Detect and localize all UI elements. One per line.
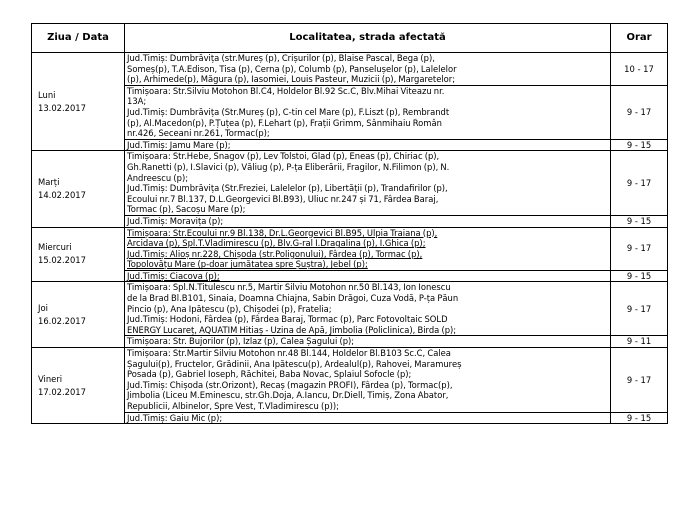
time-cell: 9 - 17 (611, 85, 668, 139)
location-cell (125, 412, 611, 424)
time-cell: 9 - 11 (611, 336, 668, 348)
table-row (32, 282, 668, 336)
table-row (32, 412, 668, 424)
location-line: Timișoara: Str.Martir Silviu Motohon nr.48 Bl.144, Holdelor Bl.B103 Sc.C, Calea (127, 348, 451, 359)
location-line: Tormac (p), Sacoșu Mare (p); (127, 204, 246, 215)
location-cell (125, 336, 611, 348)
location-cell (125, 85, 611, 139)
day-date: 16.02.2017 (38, 315, 86, 326)
time-cell: 9 - 15 (611, 270, 668, 282)
location-cell (125, 282, 611, 336)
location-line: Jud.Timiș: Ciacova (p); (127, 270, 220, 281)
location-line: Republicii, Albinelor, Spre Vest, T.Vladimirescu (p)); (127, 401, 339, 411)
time-cell: 9 - 15 (611, 215, 668, 227)
location-cell (125, 53, 611, 86)
location-line: Timișoara: Spl.N.Titulescu nr.5, Martir Silviu Motohon nr.50 Bl.143, Ion Ionescu (127, 282, 451, 293)
location-line: Jud.Timiș: Dumbrăvița (Str.Freziei, Lalelelor (p), Libertății (p), Trandafirilor (p), (127, 183, 448, 194)
location-line: Andreescu (p); (127, 172, 189, 183)
table-row (32, 336, 668, 348)
time-cell: 9 - 17 (611, 151, 668, 216)
location-line: Jud.Timiș: Moravița (p); (127, 215, 224, 226)
table-header-row (32, 24, 668, 53)
header-time: Orar (611, 24, 668, 53)
day-cell (32, 227, 125, 282)
day-cell (32, 53, 125, 151)
table-row (32, 139, 668, 151)
location-line: de la Brad Bl.B101, Sinaia, Doamna Chiajna, Sabin Drăgoi, Cuza Vodă, P-ța Păun (127, 293, 459, 304)
location-line: Timișoara: Str.Silviu Motohon Bl.C4, Holdelor Bl.92 Sc.C, Blv.Mihai Viteazu nr. (127, 85, 445, 96)
table-row (32, 215, 668, 227)
location-line: Jud.Timiș: Jamu Mare (p); (127, 139, 231, 150)
location-line: (p), Arhimede(p), Măgura (p), Iasomiei, Louis Pasteur, Muzicii (p), Margaretelor; (127, 74, 456, 85)
location-line: (p), Al.Macedon(p), P.Țuțea (p), F.Lehart (p), Frații Grimm, Sânmihaiu Român (127, 117, 442, 128)
location-line: Jud.Timiș: Alioș nr.228, Chișoda (str.Poligonului), Fârdea (p), Tormac (p), (127, 248, 423, 259)
header-location: Localitatea, strada afectată (125, 24, 611, 53)
location-cell (125, 215, 611, 227)
location-line: Timișoara: Str.Hebe, Snagov (p), Lev Tolstoi, Glad (p), Eneas (p), Chiriac (p), (127, 151, 440, 162)
table-row (32, 270, 668, 282)
location-line: Pincio (p), Ana Ipătescu (p), Chișodei (p), Fratelia; (127, 303, 332, 314)
location-line: Someș(p), T.A.Edison, Tisa (p), Cerna (p), Columb (p), Panselușelor (p), Lalelelor (127, 63, 457, 74)
location-line: Jimbolia (Liceu M.Eminescu, str.Gh.Doja, A.Iancu, Dr.Diell, Timiș, Zona Abator, (127, 390, 449, 401)
location-line: Jud.Timiș: Hodoni, Fârdea (p), Fârdea Baraj, Tormac (p), Parc Fotovoltaic SOLD (127, 314, 448, 325)
day-date: 17.02.2017 (38, 386, 86, 397)
day-cell (32, 151, 125, 227)
time-cell: 9 - 15 (611, 139, 668, 151)
time-cell: 9 - 17 (611, 227, 668, 270)
location-cell (125, 139, 611, 151)
day-cell (32, 348, 125, 424)
location-line: Arcidava (p), Spl.T.Vladimirescu (p), Blv.G-ral I.Dragalina (p), I.Ghica (p); (127, 238, 426, 249)
header-day: Ziua / Data (32, 24, 125, 53)
day-date: 14.02.2017 (38, 189, 86, 200)
location-cell (125, 151, 611, 216)
location-line: ENERGY Lucareț, AQUATIM Hitiaș - Uzina de Apă, Jimbolia (Policlinica), Birda (p); (127, 324, 457, 335)
day-name: Miercuri (38, 242, 72, 253)
location-line: Jud.Timiș: Gaiu Mic (p); (127, 412, 223, 423)
location-line: 13A; (127, 96, 147, 107)
location-cell (125, 348, 611, 413)
location-line: Jud.Timiș: Dumbrăvița (Str.Mureș (p), C-tin cel Mare (p), F.Liszt (p), Rembrandt (127, 106, 450, 117)
day-name: Joi (38, 302, 48, 313)
location-line: Topolovățu Mare (p-doar jumătatea spre Șuștra), Jebel (p); (127, 259, 368, 270)
outage-schedule-table (31, 23, 668, 424)
day-name: Luni (38, 89, 56, 100)
location-cell (125, 270, 611, 282)
day-name: Vineri (38, 373, 63, 384)
table-row (32, 53, 668, 86)
table-row (32, 227, 668, 270)
day-name: Marți (38, 176, 60, 187)
location-line: Posada (p), Gabriel Ioseph, Răchitei, Baba Novac, Splaiul Sofocle (p); (127, 369, 412, 380)
time-cell: 9 - 15 (611, 412, 668, 424)
location-line: Timișoara: Str. Bujorilor (p), Izlaz (p), Calea Șagului (p); (127, 336, 355, 347)
location-line: Ecoului nr.7 Bl.137, D.L.Georgevici Bl.B93), Uliuc nr.247 și 71, Fârdea Baraj, (127, 193, 439, 204)
location-cell (125, 227, 611, 270)
table-row (32, 151, 668, 216)
location-line: Gh.Ranetti (p), I.Slavici (p), Văliug (p), P-ța Eliberării, Fragilor, N.Filimon (p), N. (127, 161, 450, 172)
location-line: Timișoara: Str.Ecoului nr.9 Bl.138, Dr.L.Georgevici Bl.B95, Ulpia Traiana (p), (127, 227, 438, 238)
time-cell: 9 - 17 (611, 282, 668, 336)
location-line: nr.426, Seceani nr.261, Tormac(p); (127, 128, 270, 139)
table-body (32, 53, 668, 424)
day-date: 15.02.2017 (38, 255, 86, 266)
time-cell: 10 - 17 (611, 53, 668, 86)
table-row (32, 85, 668, 139)
time-cell: 9 - 17 (611, 348, 668, 413)
location-line: Șagului(p), Fructelor, Grădinii, Ana Ipătescu(p), Ardealul(p), Rahovei, Maramureș (127, 358, 462, 369)
location-line: Jud.Timiș: Chișoda (str.Orizont), Recaș (magazin PROFI), Fârdea (p), Tormac(p), (127, 379, 453, 390)
day-date: 13.02.2017 (38, 102, 86, 113)
table-row (32, 348, 668, 413)
location-line: Jud.Timiș: Dumbrăvița (str.Mureș (p), Crișurilor (p), Blaise Pascal, Bega (p), (127, 53, 435, 63)
day-cell (32, 282, 125, 348)
